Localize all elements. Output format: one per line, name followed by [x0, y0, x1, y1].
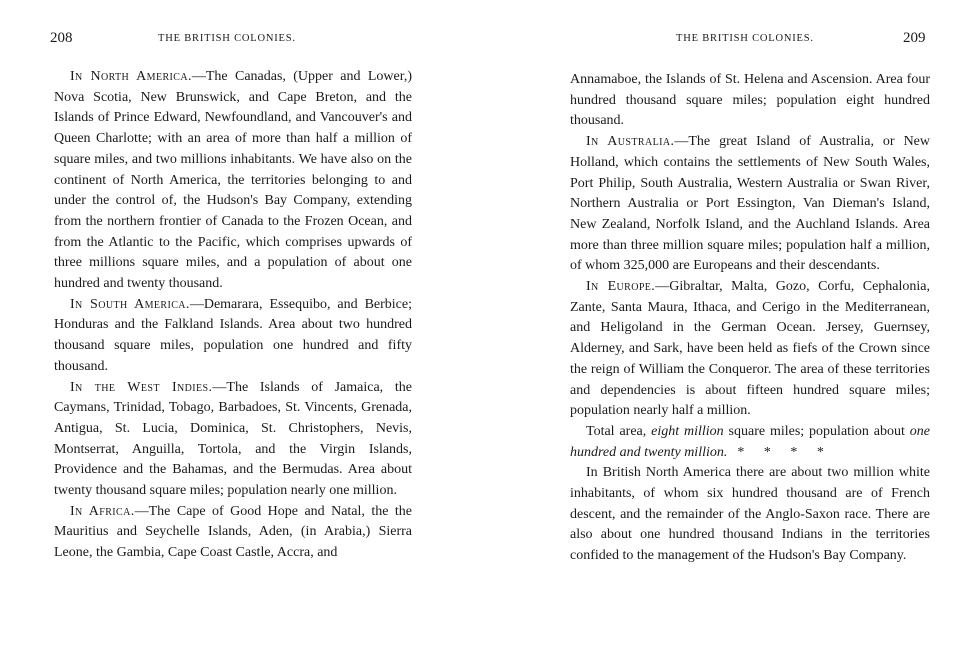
- section-lead: In Europe.: [586, 279, 656, 295]
- total-population-value: one hundred and twenty million.: [570, 423, 931, 460]
- paragraph-africa: [54, 502, 412, 564]
- paragraph-body: —The Islands of Jamaica, the Caymans, Trinidad, Tobago, Barbadoes, St. Vincents, Grenada, Antigua, St. Lucia, Dominica, St. Christophers, Nevis, Montserrat, Anguilla, Tortola, and the Virgin Islands, Providence and the Bahamas, and the Bermudas. Area about twenty thousand square miles; population nearly one million.: [54, 379, 412, 499]
- total-text-1: Total area,: [586, 423, 652, 439]
- section-lead: In Africa.: [70, 503, 135, 519]
- section-lead: In the West Indies.: [70, 379, 213, 395]
- asterism: * * * *: [737, 444, 832, 460]
- left-page-number: 208: [50, 30, 73, 46]
- paragraph-west-indies: [54, 378, 412, 502]
- paragraph-body: —Demarara, Essequibo, and Berbice; Honduras and the Falkland Islands. Area about two hundred thousand square miles, population one hundred and fifty thousand.: [54, 296, 412, 374]
- section-lead: In South America.: [70, 296, 190, 312]
- paragraph-europe: [570, 277, 930, 422]
- paragraph-total: [570, 422, 930, 463]
- paragraph-body: —The Cape of Good Hope and Natal, the the Mauritius and Seychelle Islands, Aden, (in Arabia,) Sierra Leone, the Gambia, Cape Coast Castle, Accra, and: [54, 503, 412, 561]
- right-running-head: THE BRITISH COLONIES.: [676, 33, 814, 44]
- right-page-number: 209: [903, 30, 926, 46]
- right-page-text: [570, 70, 930, 567]
- paragraph-australia: [570, 132, 930, 277]
- left-running-head: THE BRITISH COLONIES.: [158, 33, 296, 44]
- paragraph-africa-continued: Annamaboe, the Islands of St. Helena and Ascension. Area four hundred thousand square miles; population eight hundred thousand.: [570, 72, 930, 129]
- section-lead: In North America.: [70, 69, 192, 84]
- paragraph-body: —Gibraltar, Malta, Gozo, Corfu, Cephalonia, Zante, Santa Maura, Ithaca, and Cerigo in the Mediterranean, and Heligoland in the German Ocean. Jersey, Guernsey, Alderney, and Sark, have been held as fiefs of the Crown since the reign of William the Conqueror. The area of these territories and dependencies is about fifteen hundred square miles; population nearly half a million.: [570, 279, 930, 419]
- paragraph-north-america: [54, 67, 412, 295]
- right-page-header: [578, 30, 980, 53]
- paragraph-body: —The Canadas, (Upper and Lower,) Nova Scotia, New Brunswick, and Cape Breton, and the Islands of Prince Edward, Newfoundland, and Vancouver's and Queen Charlotte; with an area of more than half a million of square miles, and two millions inhabitants. We have also on the continent of North America, the territories belonging to and under the control of, the Hudson's Bay Company, extending from the northern frontier of Canada to the Frozen Ocean, and from the Atlantic to the Pacific, which comprises upwards of three millions square miles, and a population of about one hundred and twenty thousand.: [54, 69, 412, 292]
- left-page-text: [54, 67, 412, 564]
- paragraph-closing: In British North America there are about two million white inhabitants, of whom six hundred thousand are of French descent, and the remainder of the Anglo-Saxon race. There are also about one hundred thousand Indians in the territories confided to the management of the Hudson's Bay Company.: [570, 465, 930, 564]
- paragraph-body: —The great Island of Australia, or New Holland, which contains the settlements of New South Wales, Port Philip, South Australia, Western Australia or Swan River, Northern Australia or Port Essington, Van Dieman's Island, New Zealand, Norfolk Island, and the Auchland Islands. Area more than three million square miles; population half a million, of whom 325,000 are Europeans and their descendants.: [570, 134, 931, 274]
- total-text-2: square miles; population about: [723, 423, 910, 439]
- paragraph-south-america: [54, 295, 412, 378]
- right-page: [490, 0, 980, 648]
- section-lead: In Australia.: [586, 134, 675, 150]
- left-page-header: [50, 30, 430, 53]
- total-area-value: eight million: [651, 423, 724, 439]
